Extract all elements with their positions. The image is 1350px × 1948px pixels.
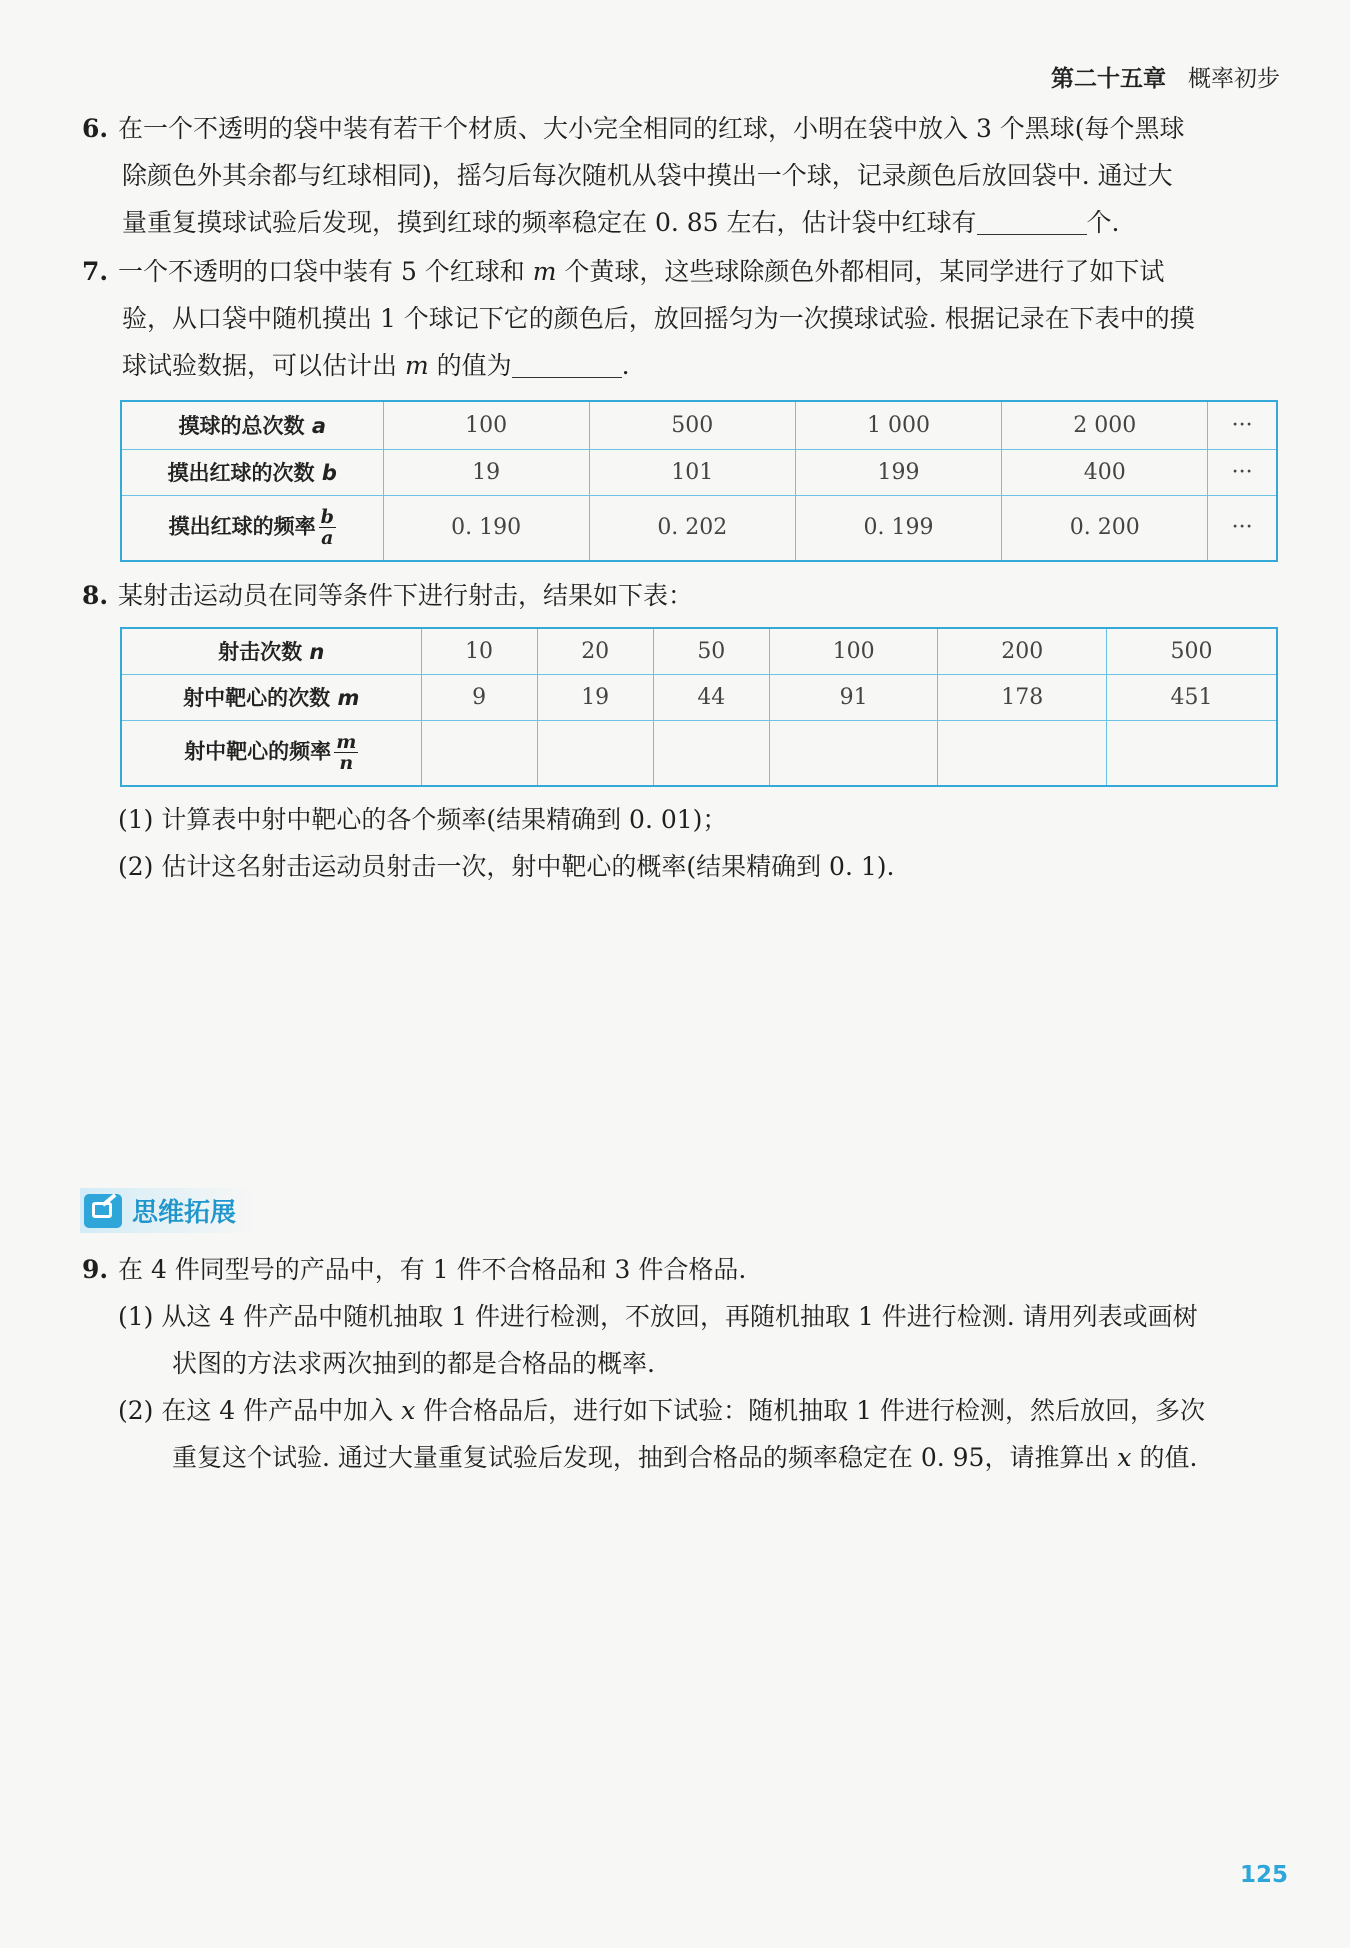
table-row — [121, 449, 1277, 495]
table-cell: 20 — [537, 628, 653, 674]
table-cell: 100 — [769, 628, 938, 674]
table-cell: 9 — [421, 674, 537, 720]
variable-b: b — [321, 461, 337, 485]
table-cell: 10 — [421, 628, 537, 674]
question-text: 一个不透明的口袋中装有 5 个红球和 — [118, 257, 533, 286]
table-cell-empty — [421, 720, 537, 786]
ball-draw-table — [120, 400, 1278, 562]
question-text: 个黄球，这些球除颜色外都相同，某同学进行了如下试 — [556, 257, 1165, 286]
row-header — [121, 401, 383, 449]
fraction-denominator: n — [339, 752, 354, 775]
table-cell-empty — [769, 720, 938, 786]
table-row — [121, 628, 1277, 674]
row-header-text: 摸出红球的次数 — [167, 461, 322, 485]
fraction-m-over-n — [334, 732, 358, 773]
table-cell: 451 — [1107, 674, 1278, 720]
question-text: 在一个不透明的袋中装有若干个材质、大小完全相同的红球，小明在袋中放入 3 个黑球(每个黑球 — [118, 114, 1185, 143]
table-cell: ··· — [1208, 401, 1277, 449]
variable-m: m — [532, 257, 557, 286]
table-cell: ··· — [1208, 495, 1277, 561]
question-text: 某射击运动员在同等条件下进行射击，结果如下表： — [118, 581, 694, 610]
fraction-numerator: m — [336, 731, 357, 754]
table-cell: 101 — [589, 449, 795, 495]
question-8-parts — [82, 796, 1282, 890]
table-cell: 199 — [795, 449, 1001, 495]
table-cell-empty — [1107, 720, 1278, 786]
sub-question-2-cont: 的值. — [1131, 1443, 1198, 1472]
table-cell: 19 — [537, 674, 653, 720]
table-cell: 50 — [653, 628, 769, 674]
table-cell: 400 — [1002, 449, 1208, 495]
chapter-label: 第二十五章 — [1051, 66, 1166, 92]
row-header — [121, 628, 421, 674]
question-text: 个. — [1086, 208, 1120, 237]
table-cell: ··· — [1208, 449, 1277, 495]
chapter-topic: 概率初步 — [1188, 66, 1280, 92]
shooting-table — [120, 627, 1278, 787]
sub-question-1: (1) 计算表中射中靶心的各个频率(结果精确到 0. 01)； — [118, 805, 728, 834]
answer-blank — [512, 347, 622, 378]
table-cell: 19 — [383, 449, 589, 495]
variable-m: m — [404, 351, 429, 380]
answer-blank — [977, 204, 1087, 235]
sub-question-2: (2) 在这 4 件产品中加入 — [118, 1396, 402, 1425]
table-cell-empty — [653, 720, 769, 786]
question-text: 除颜色外其余都与红球相同)，摇匀后每次随机从袋中摸出一个球，记录颜色后放回袋中. 通过大 — [122, 161, 1173, 190]
table-cell: 0. 190 — [383, 495, 589, 561]
table-cell: 0. 202 — [589, 495, 795, 561]
variable-m: m — [337, 686, 360, 710]
pencil-note-icon — [84, 1194, 122, 1228]
row-header-text: 射击次数 — [218, 640, 310, 665]
section-title: 思维拓展 — [132, 1198, 237, 1228]
table-row — [121, 674, 1277, 720]
fraction-b-over-a — [319, 507, 336, 548]
table-cell: 1 000 — [795, 401, 1001, 449]
table-row — [121, 401, 1277, 449]
question-number: 7. — [82, 257, 109, 286]
fraction-denominator: a — [321, 527, 334, 550]
table-cell: 500 — [589, 401, 795, 449]
sub-question-2: 件合格品后，进行如下试验：随机抽取 1 件进行检测，然后放回，多次 — [415, 1396, 1205, 1425]
table-cell-empty — [938, 720, 1107, 786]
table-cell-empty — [537, 720, 653, 786]
table-cell: 0. 199 — [795, 495, 1001, 561]
row-header-text: 摸出红球的频率 — [168, 514, 316, 539]
row-header — [121, 495, 383, 561]
table-cell: 178 — [938, 674, 1107, 720]
question-text: 球试验数据，可以估计出 — [122, 351, 405, 380]
running-header — [1051, 60, 1280, 93]
sub-question-2-cont: 重复这个试验. 通过大量重复试验后发现，抽到合格品的频率稳定在 0. 95，请推算出 — [172, 1443, 1118, 1472]
table-cell: 91 — [769, 674, 938, 720]
question-text: 量重复摸球试验后发现，摸到红球的频率稳定在 0. 85 左右，估计袋中红球有 — [122, 208, 977, 237]
question-text: . — [621, 351, 630, 380]
row-header — [121, 720, 421, 786]
section-heading — [80, 1188, 256, 1233]
question-text: 在 4 件同型号的产品中，有 1 件不合格品和 3 件合格品. — [118, 1255, 747, 1284]
table-cell: 100 — [383, 401, 589, 449]
table-cell: 2 000 — [1002, 401, 1208, 449]
table-row — [121, 720, 1277, 786]
variable-x: x — [401, 1396, 416, 1425]
question-number: 8. — [82, 581, 109, 610]
question-7 — [82, 248, 1282, 389]
question-8 — [82, 572, 1282, 619]
fraction-numerator: b — [320, 506, 334, 529]
table-row — [121, 495, 1277, 561]
question-number: 9. — [82, 1255, 109, 1284]
question-text: 的值为 — [428, 351, 512, 380]
question-6 — [82, 105, 1282, 246]
table-cell: 500 — [1107, 628, 1278, 674]
page-number: 125 — [1239, 1862, 1288, 1888]
variable-n: n — [309, 640, 325, 665]
variable-a: a — [311, 414, 326, 439]
row-header — [121, 449, 383, 495]
row-header-text: 射中靶心的次数 — [183, 686, 338, 710]
table-cell: 200 — [938, 628, 1107, 674]
table-cell: 44 — [653, 674, 769, 720]
row-header-text: 摸球的总次数 — [178, 414, 312, 439]
question-text: 验，从口袋中随机摸出 1 个球记下它的颜色后，放回摇匀为一次摸球试验. 根据记录在下表中的摸 — [122, 304, 1195, 333]
sub-question-2: (2) 估计这名射击运动员射击一次，射中靶心的概率(结果精确到 0. 1). — [118, 852, 895, 881]
question-number: 6. — [82, 114, 109, 143]
row-header-text: 射中靶心的频率 — [184, 739, 332, 764]
table-cell: 0. 200 — [1002, 495, 1208, 561]
sub-question-1-cont: 状图的方法求两次抽到的都是合格品的概率. — [172, 1349, 655, 1378]
question-9 — [82, 1246, 1282, 1481]
variable-x: x — [1117, 1443, 1132, 1472]
sub-question-1: (1) 从这 4 件产品中随机抽取 1 件进行检测，不放回，再随机抽取 1 件进行检测. 请用列表或画树 — [118, 1302, 1198, 1331]
row-header — [121, 674, 421, 720]
